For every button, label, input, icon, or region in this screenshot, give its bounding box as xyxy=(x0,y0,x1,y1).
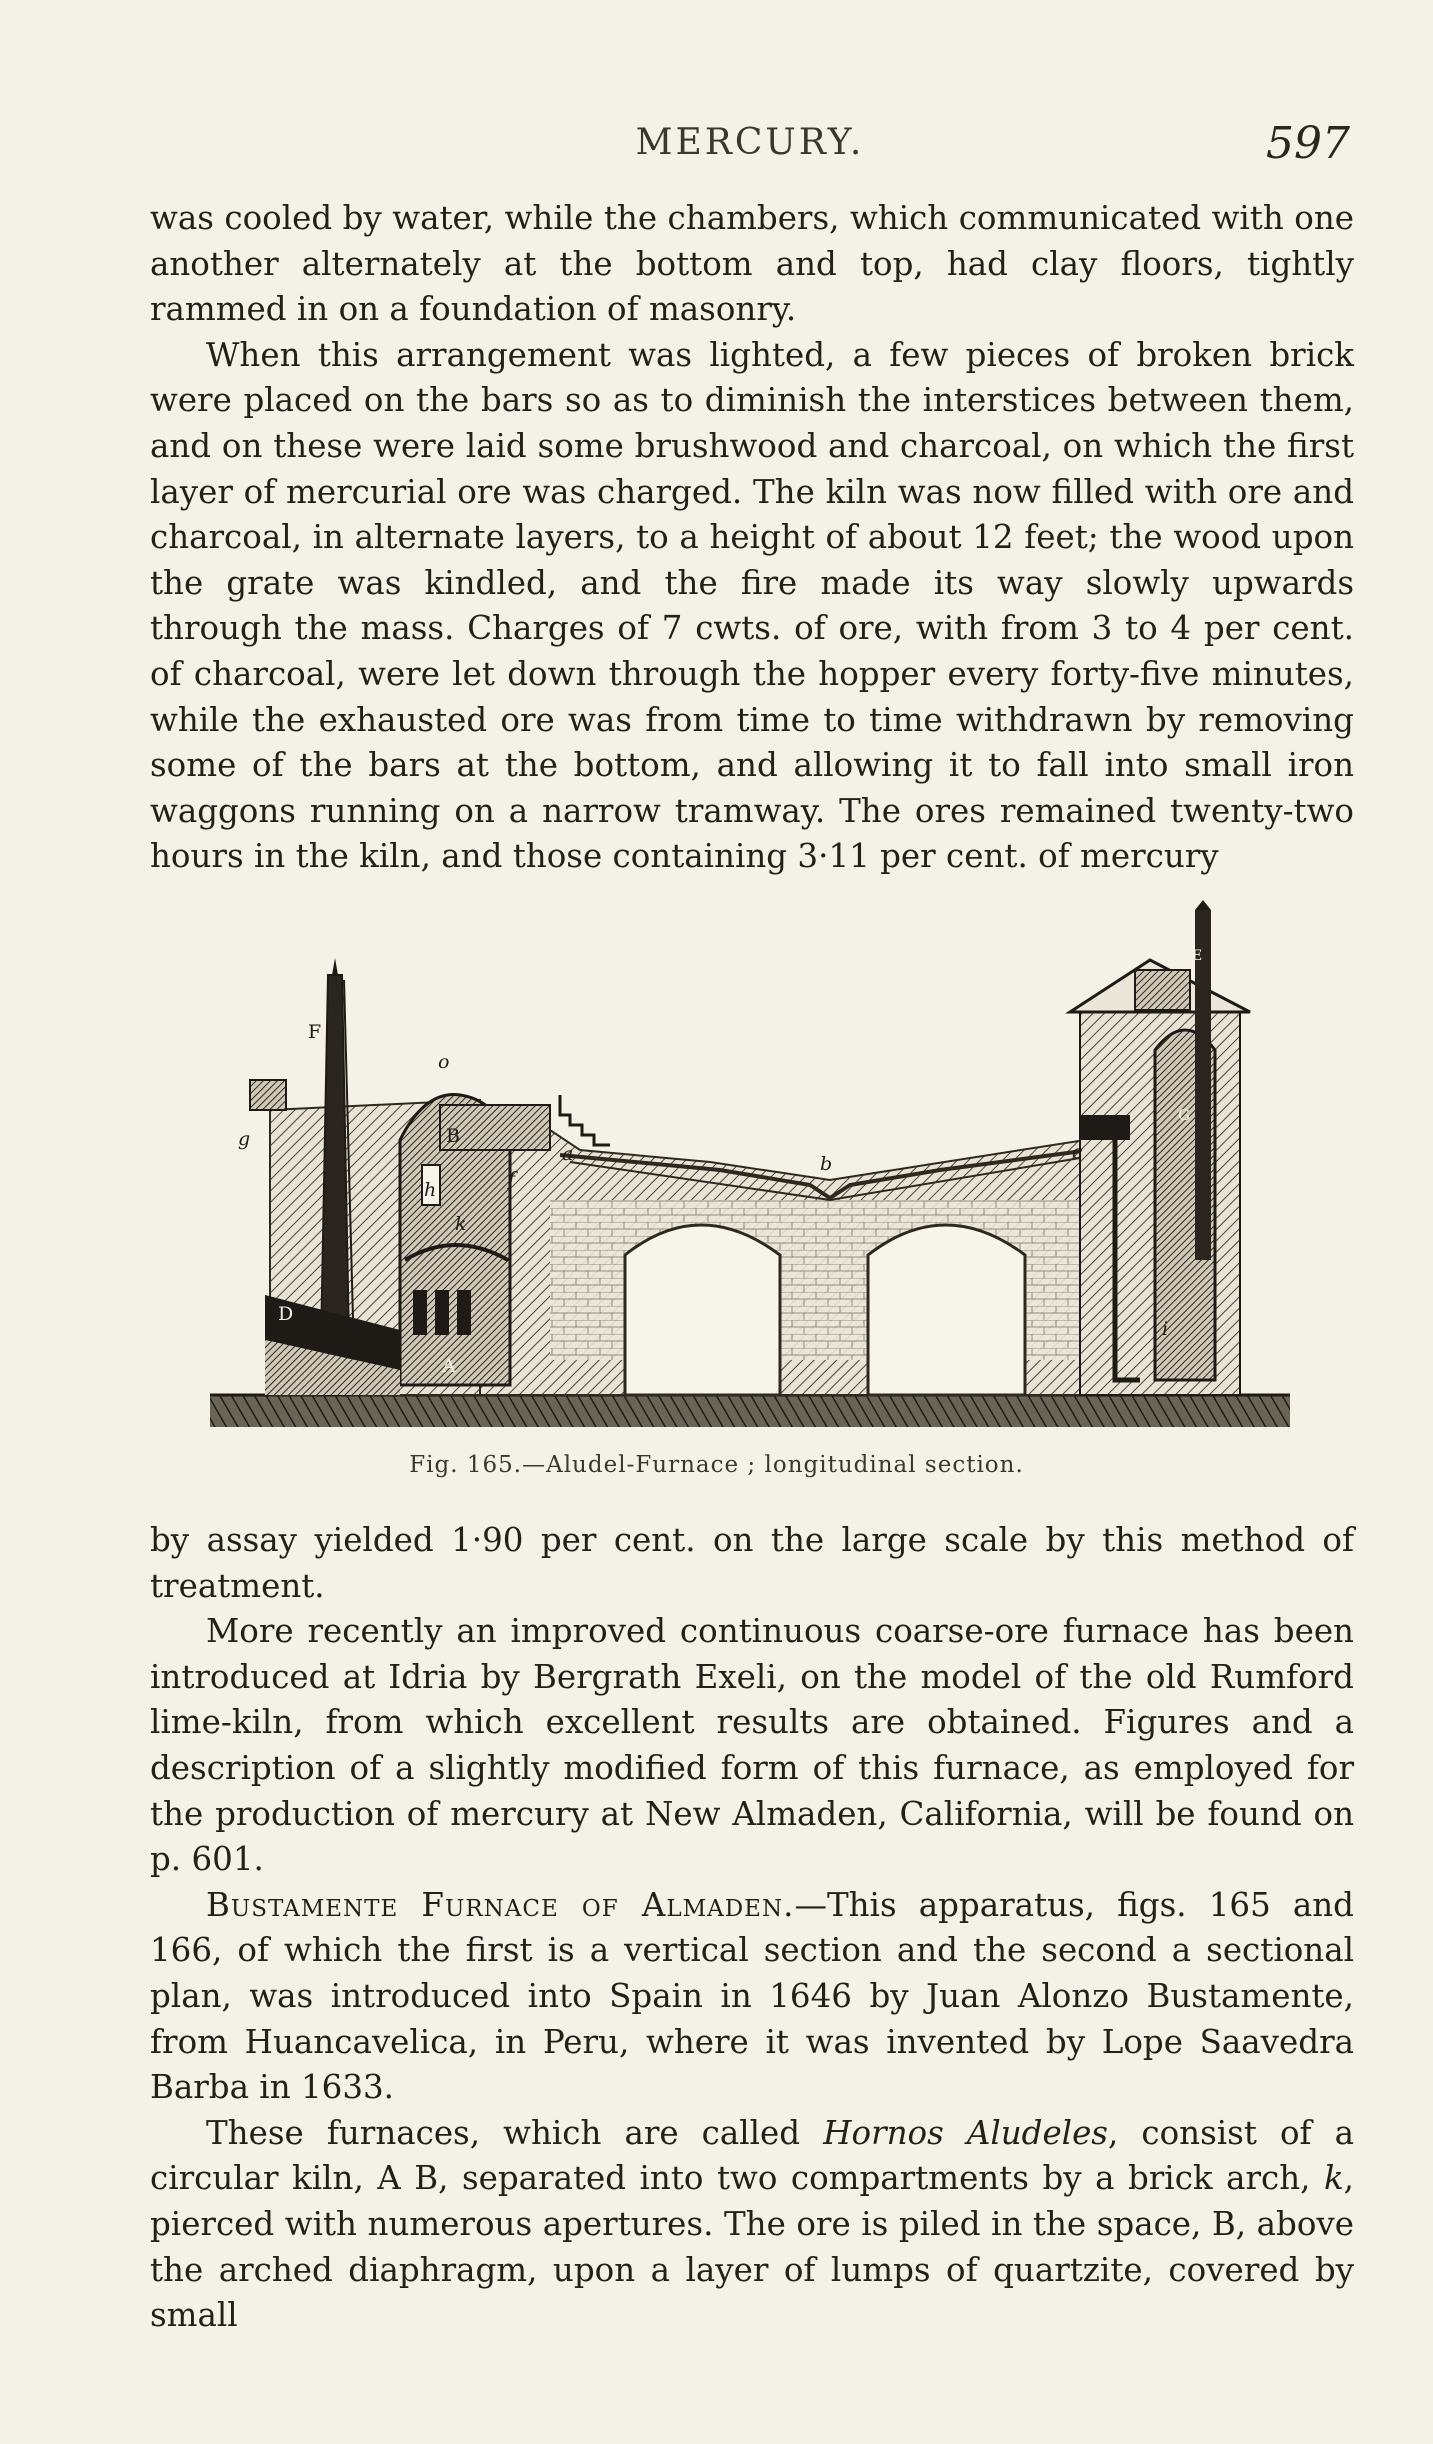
paragraph-bustamente xyxy=(150,1883,1354,2111)
label-i: i xyxy=(1162,1318,1169,1340)
label-h: h xyxy=(424,1179,437,1201)
label-g: g xyxy=(238,1128,251,1150)
hornos-text-a: These furnaces, which are called xyxy=(206,2113,824,2152)
label-D: D xyxy=(278,1303,294,1325)
label-B: B xyxy=(446,1125,460,1147)
label-c: c xyxy=(1072,1141,1083,1163)
stepped-hopper-a xyxy=(560,1095,610,1145)
paragraph-continued: was cooled by water, while the chambers, which communicated with one another alternately at the bottom and top, had clay floors, tightly rammed in on a foundation of masonry. xyxy=(150,199,1354,329)
running-title: MERCURY. xyxy=(635,122,865,163)
label-k: k xyxy=(455,1213,467,1235)
arch-k-term: k xyxy=(1323,2159,1344,2198)
text-block-bottom xyxy=(150,1518,1354,2339)
right-condensing-tower xyxy=(1070,900,1250,1395)
label-b: b xyxy=(820,1153,833,1175)
figure-caption: Fig. 165.—Aludel-Furnace ; longitudinal section. xyxy=(409,1452,1024,1478)
bustamente-text: —This apparatus, figs. 165 and 166, of which the first is a vertical section and the second a sectional plan, was introduced into Spain in 1646 by Juan Alonzo Bustamente, from Huancavelica, in Peru, where it was invented by Lope Saavedra Barba in 1633. xyxy=(150,1885,1354,2107)
paragraph-assay-result: by assay yielded 1·90 per cent. on the large scale by this method of treatment. xyxy=(150,1521,1354,1605)
ground-strip xyxy=(210,1395,1290,1427)
label-G: G xyxy=(1178,1106,1190,1124)
aludel-furnace-figure xyxy=(210,900,1290,1450)
text-block-top xyxy=(150,196,1354,880)
label-o: o xyxy=(438,1051,450,1073)
label-F: F xyxy=(308,1021,322,1043)
page-number: 597 xyxy=(1266,118,1350,169)
hornos-text-c: , pierced with numerous apertures. The ore is piled in the space, B, above the arched diaphragm, upon a layer of lumps of quartzite, covered by small xyxy=(150,2159,1354,2335)
label-f: f xyxy=(508,1168,516,1190)
label-a: a xyxy=(562,1143,574,1165)
running-head xyxy=(150,118,1350,178)
label-A: A xyxy=(442,1355,456,1377)
label-E: E xyxy=(1192,948,1203,964)
hornos-text-b: , consist of a circular kiln, A B, separated into two compartments by a brick arch, xyxy=(150,2113,1354,2198)
paragraph-hornos-aludeles xyxy=(150,2111,1354,2339)
hornos-aludeles-term: Hornos Aludeles xyxy=(823,2113,1108,2152)
paragraph-idria-furnace: More recently an improved continuous coarse-ore furnace has been introduced at Idria by Bergrath Exeli, on the model of the old Rumford lime-kiln, from which excellent results are obtained. Figures and a description of a slightly modified form of this furnace, as employed for the production of mercury at New Almaden, California, will be found on p. 601. xyxy=(150,1612,1354,1879)
paragraph-lighting: When this arrangement was lighted, a few pieces of broken brick were placed on the bars so as to diminish the interstices between them, and on these were laid some brushwood and charcoal, on which the first layer of mercurial ore was charged. The kiln was now filled with ore and charcoal, in alternate layers, to a height of about 12 feet; the wood upon the grate was kindled, and the fire made its way slowly upwards through the mass. Charges of 7 cwts. of ore, with from 3 to 4 per cent. of charcoal, were let down through the hopper every forty-five minutes, while the exhausted ore was from time to time withdrawn by removing some of the bars at the bottom, and allowing it to fall into small iron waggons running on a narrow tramway. The ores remained twenty-two hours in the kiln, and those containing 3·11 per cent. of mercury xyxy=(150,335,1354,876)
section-heading-bustamente: Bustamente Furnace of Almaden. xyxy=(206,1885,795,1924)
